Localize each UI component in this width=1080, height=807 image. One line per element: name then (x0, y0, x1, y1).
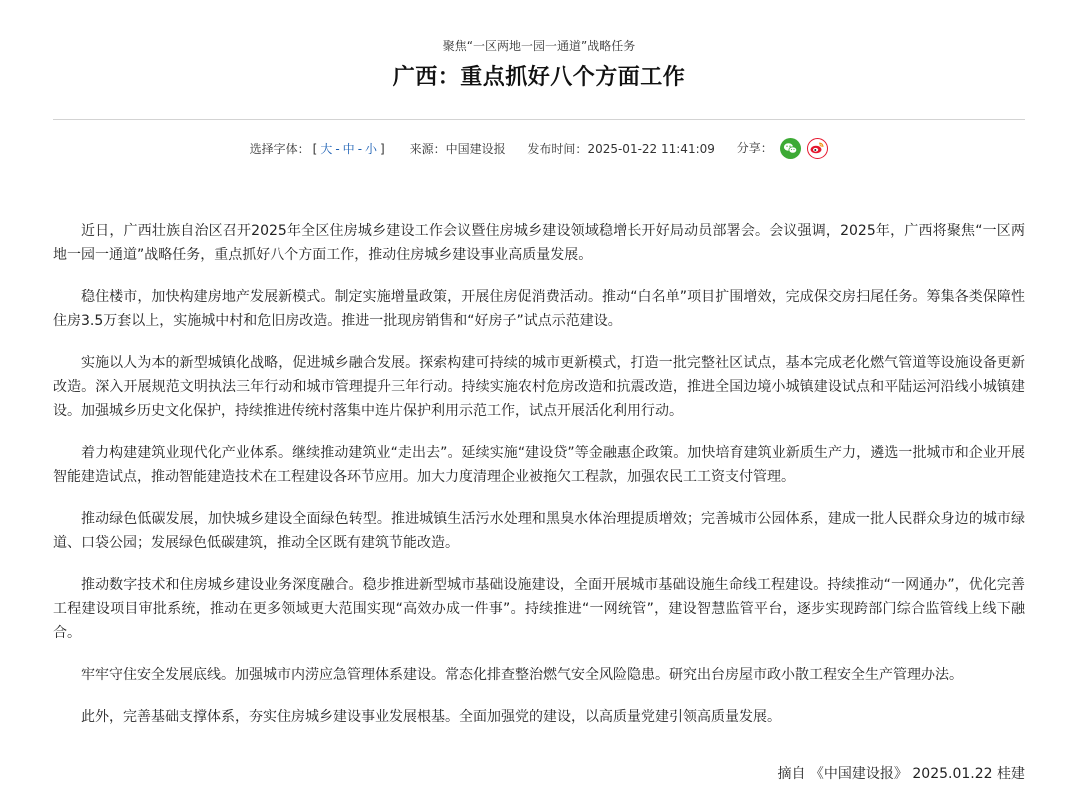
publish-time-value: 2025-01-22 11:41:09 (587, 141, 715, 156)
article-signature: 摘自 《中国建设报》 2025.01.22 桂建 (777, 766, 1025, 782)
paragraph: 近日，广西壮族自治区召开2025年全区住房城乡建设工作会议暨住房城乡建设领域稳增长开好局动员部署会。会议强调，2025年，广西将聚焦“一区两地一园一通道”战略任务，重点抓好八个方面工作，推动住房城乡建设事业高质量发展。 (53, 223, 1025, 263)
article-title: 广西：重点抓好八个方面工作 (392, 65, 686, 90)
article-subtitle: 聚焦“一区两地一园一通道”战略任务 (442, 39, 636, 53)
font-size-label: 选择字体： (249, 141, 310, 156)
share-bar (737, 138, 829, 159)
paragraph: 着力构建建筑业现代化产业体系。继续推动建筑业“走出去”。延续实施“建设贷”等金融惠企政策。加快培育建筑业新质生产力，遴选一批城市和企业开展智能建造试点，推动智能建造技术在工程建设各环节应用。加大力度清理企业被拖欠工程款，加强农民工工资支付管理。 (53, 445, 1025, 485)
font-small-button[interactable]: 小 (365, 141, 378, 156)
publish-time-label: 发布时间： (527, 141, 588, 156)
paragraph: 推动绿色低碳发展，加快城乡建设全面绿色转型。推进城镇生活污水处理和黑臭水体治理提质增效；完善城市公园体系，建成一批人民群众身边的城市绿道、口袋公园；发展绿色低碳建筑，推动全区既有建筑节能改造。 (53, 511, 1025, 551)
paragraph: 牢牢守住安全发展底线。加强城市内涝应急管理体系建设。常态化排查整治燃气安全风险隐患。研究出台房屋市政小散工程安全生产管理办法。 (81, 667, 963, 683)
font-bracket-close: ] (380, 141, 385, 156)
font-medium-button[interactable]: 中 (342, 141, 355, 156)
font-large-button[interactable]: 大 (320, 141, 333, 156)
source-label: 来源： (409, 141, 446, 156)
paragraph: 推动数字技术和住房城乡建设业务深度融合。稳步推进新型城市基础设施建设，全面开展城市基础设施生命线工程建设。持续推动“一网通办”，优化完善工程建设项目审批系统，推动在更多领域更大范围实现“高效办成一件事”。持续推进“一网统管”，建设智慧监管平台，逐步实现跨部门综合监管线上线下融合。 (53, 577, 1025, 641)
share-label: 分享： (736, 141, 773, 155)
paragraph: 稳住楼市，加快构建房地产发展新模式。制定实施增量政策，开展住房促消费活动。推动“白名单”项目扩围增效，完成保交房扫尾任务。筹集各类保障性住房3.5万套以上，实施城中村和危旧房改造。推进一批现房销售和“好房子”试点示范建设。 (53, 289, 1025, 329)
source-value: 中国建设报 (445, 141, 506, 156)
paragraph: 此外，完善基础支撑体系，夯实住房城乡建设事业发展根基。全面加强党的建设，以高质量党建引领高质量发展。 (81, 709, 781, 725)
publish-time (527, 139, 714, 159)
font-separator: - (357, 141, 363, 156)
font-bracket-open: [ (312, 141, 318, 156)
font-size-selector (250, 139, 388, 159)
article-body (53, 219, 1025, 747)
font-separator: - (335, 141, 340, 156)
wechat-icon[interactable] (780, 138, 801, 159)
title-divider (53, 119, 1025, 120)
source-info (410, 139, 506, 159)
paragraph: 实施以人为本的新型城镇化战略，促进城乡融合发展。探索构建可持续的城市更新模式，打造一批完整社区试点，基本完成老化燃气管道等设施设备更新改造。深入开展规范文明执法三年行动和城市管理提升三年行动。持续实施农村危房改造和抗震改造，推进全国边境小城镇建设试点和平陆运河沿线小城镇建设。加强城乡历史文化保护，持续推进传统村落集中连片保护利用示范工作，试点开展活化利用行动。 (53, 355, 1025, 419)
weibo-icon[interactable] (807, 138, 828, 159)
article-meta (53, 138, 1025, 159)
